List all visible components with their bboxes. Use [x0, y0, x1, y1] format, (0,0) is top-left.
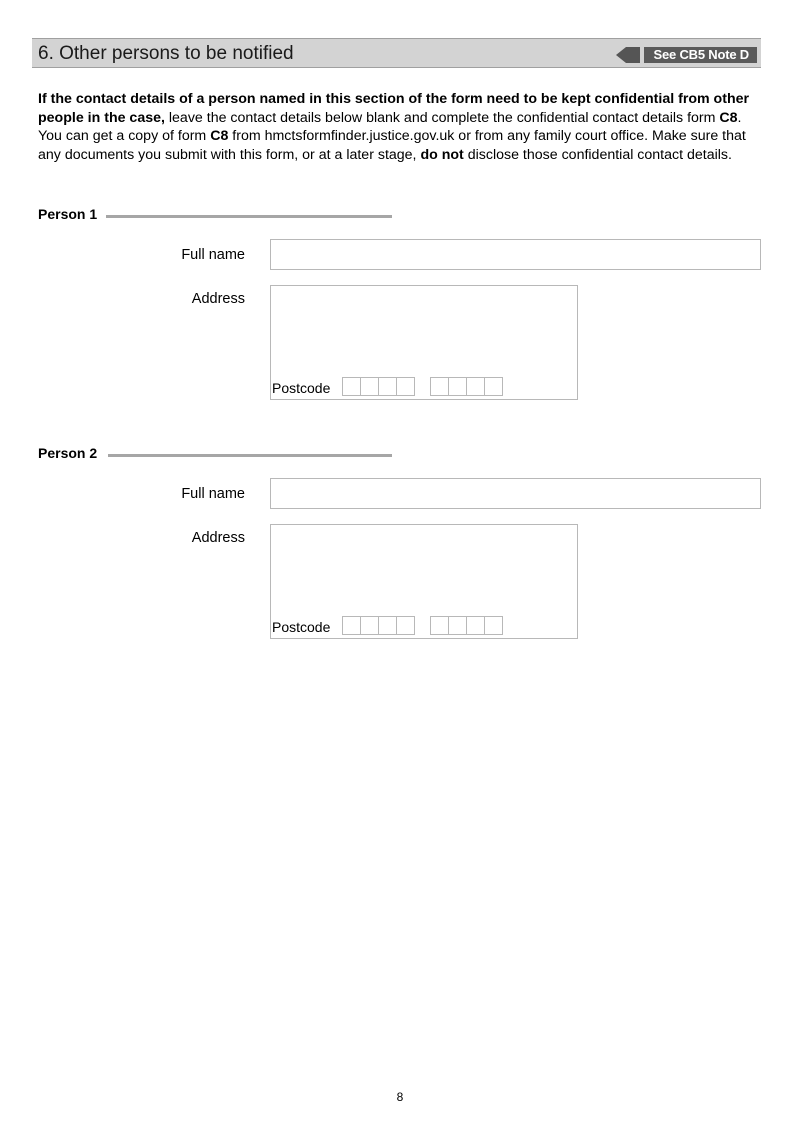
person-1-address-field[interactable] [270, 285, 578, 400]
person-1-full-name-label: Full name [181, 247, 245, 263]
intro-form-1: C8 [719, 109, 738, 126]
person-1-heading: Person 1 [38, 206, 98, 222]
intro-bold-2: do not [420, 146, 464, 163]
intro-text-1: leave the contact details below blank and complete the confidential contact details form [164, 109, 720, 126]
person-2-address-label: Address [191, 530, 245, 546]
section-header [32, 38, 761, 68]
person-1-address-label: Address [191, 291, 245, 307]
person-2-full-name-input[interactable] [270, 478, 761, 509]
note-label: See CB5 Note D [644, 47, 757, 63]
person-2-rule [108, 454, 392, 457]
person-2-postcode-outward[interactable] [342, 616, 414, 635]
person-1-postcode-inward[interactable] [430, 377, 502, 396]
person-1-postcode-outward[interactable] [342, 377, 414, 396]
person-2-postcode-label: Postcode [272, 619, 331, 635]
intro-form-2: C8 [210, 128, 229, 144]
arrow-left-icon [616, 47, 626, 63]
person-1-full-name-input[interactable] [270, 239, 761, 270]
intro-text-2: . You can get a copy of form [38, 109, 742, 144]
person-2-full-name-label: Full name [181, 486, 245, 502]
section-title: 6. Other persons to be notified [38, 43, 294, 64]
arrow-body [626, 47, 640, 63]
person-2-heading: Person 2 [38, 445, 98, 461]
page-number: 8 [396, 1090, 404, 1104]
person-2-postcode-inward[interactable] [430, 616, 502, 635]
intro-bold-1: If the contact details of a person named in this section of the form need to be kept confidential from other people in the case, [38, 91, 750, 126]
person-1-rule [106, 215, 392, 218]
note-reference [616, 47, 757, 63]
intro-paragraph [38, 90, 758, 164]
intro-text-4: disclose those confidential contact details. [463, 146, 732, 163]
intro-text-3: from hmctsformfinder.justice.gov.uk or from any family court office. Make sure that any documents you submit with this form, or at a later stage, [38, 128, 746, 163]
person-1-postcode-label: Postcode [272, 380, 331, 396]
person-2-address-field[interactable] [270, 524, 578, 639]
